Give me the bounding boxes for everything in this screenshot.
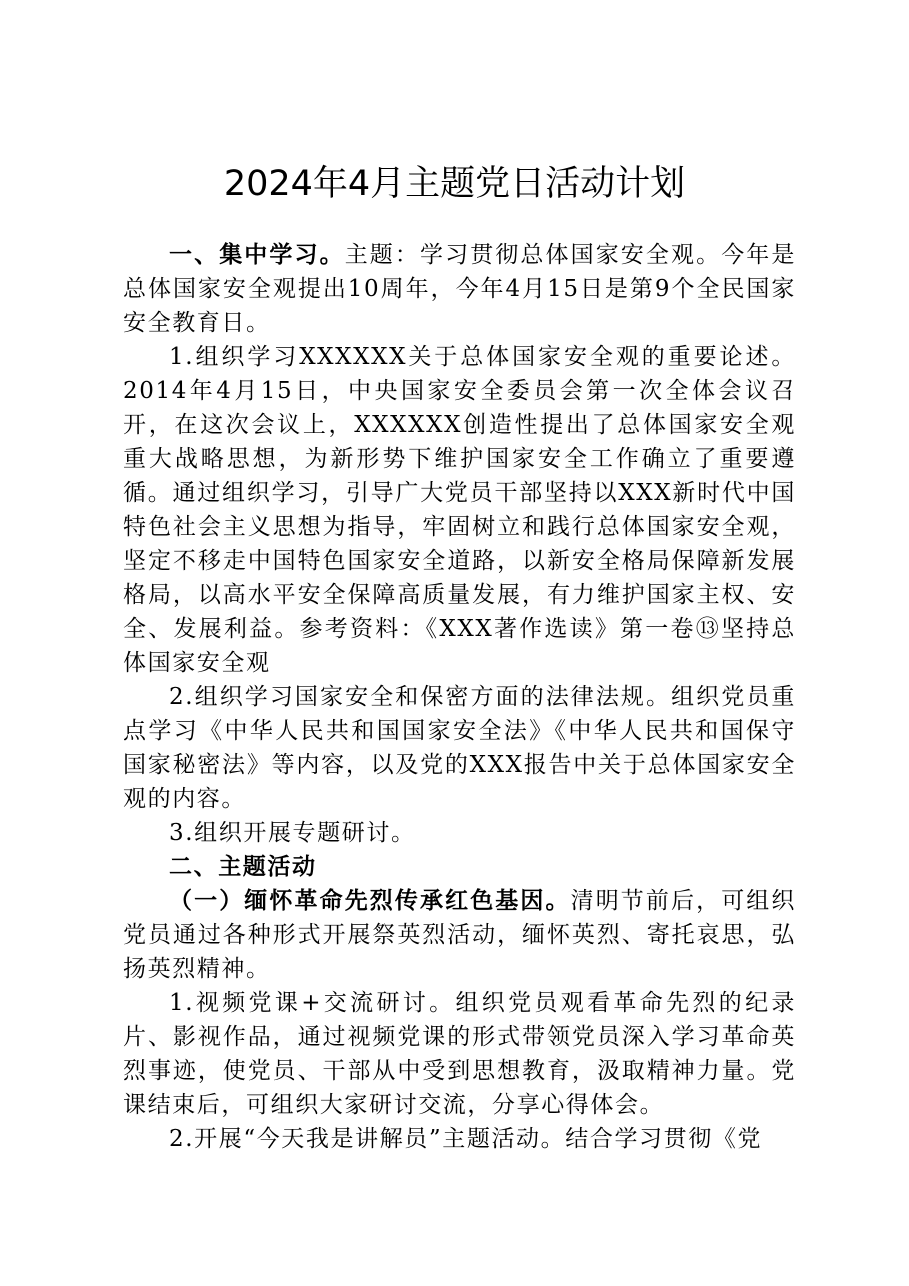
section2-sub1-item-1: 1.视频党课+交流研讨。组织党员观看革命先烈的纪录片、影视作品，通过视频党课的形式带领党员深入学习革命英烈事迹，使党员、干部从中受到思想教育，汲取精神力量。党课结束后，可组织大家研讨交流，分享心得体会。 (123, 990, 796, 1118)
section1-item-3: 3.组织开展专题研讨。 (169, 820, 416, 846)
document-body (123, 238, 796, 1156)
section1-paragraph (123, 238, 796, 340)
section2-heading: 二、主题活动 (169, 853, 317, 880)
section2-sub1-heading: （一）缅怀革命先烈传承红色基因。 (169, 887, 571, 914)
section1-item-1: 1.组织学习XXXXXX关于总体国家安全观的重要论述。2014年4月15日，中央国家安全委员会第一次全体会议召开，在这次会议上，XXXXXX创造性提出了总体国家安全观重大战略思想，为新形势下维护国家安全工作确立了重要遵循。通过组织学习，引导广大党员干部坚持以XXX新时代中国特色社会主义思想为指导，牢固树立和践行总体国家安全观，坚定不移走中国特色国家安全道路，以新安全格局保障新发展格局，以高水平安全保障高质量发展，有力维护国家主权、安全、发展利益。参考资料：《XXX著作选读》第一卷⑬坚持总体国家安全观 (123, 344, 796, 676)
section1-heading: 一、集中学习。 (169, 241, 345, 268)
section2-sub1-item-2: 2.开展“今天我是讲解员”主题活动。结合学习贯彻《党 (169, 1126, 763, 1152)
section2-sub1-paragraph (123, 884, 796, 986)
section2-sub1-intro: 清明节前后，可组织党员通过各种形式开展祭英烈活动，缅怀英烈、寄托哀思，弘扬英烈精神。 (123, 888, 796, 982)
section1-intro: 主题：学习贯彻总体国家安全观。今年是总体国家安全观提出10周年，今年4月15日是第9个全民国家安全教育日。 (123, 242, 796, 336)
document-title: 2024年4月主题党日活动计划 (223, 164, 686, 204)
section1-item-2: 2.组织学习国家安全和保密方面的法律法规。组织党员重点学习《中华人民共和国国家安全法》《中华人民共和国保守国家秘密法》等内容，以及党的XXX报告中关于总体国家安全观的内容。 (123, 684, 796, 812)
